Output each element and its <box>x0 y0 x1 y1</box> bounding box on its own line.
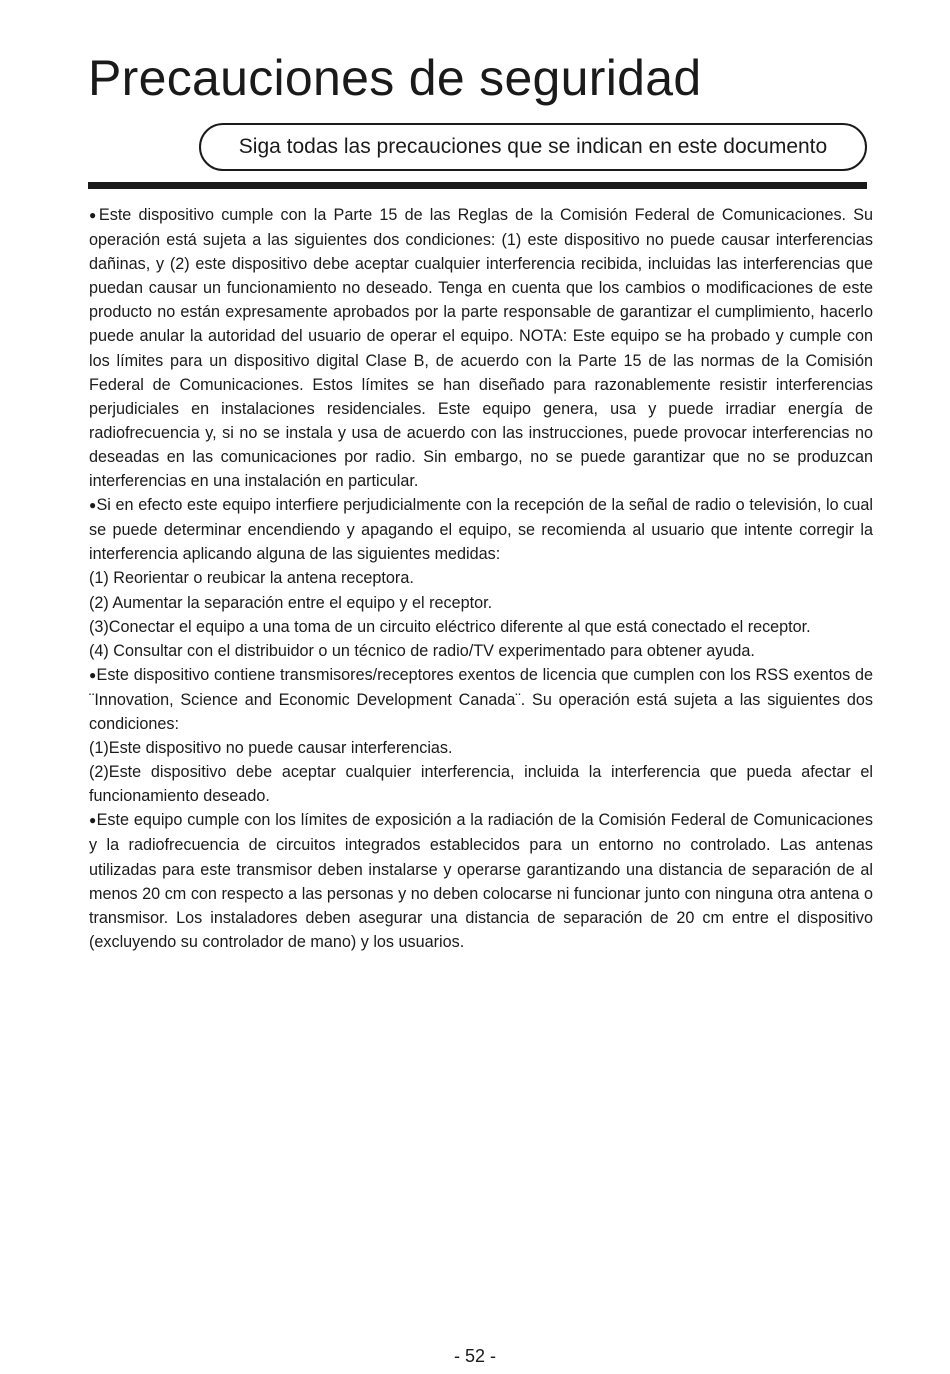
measure-item: (1) Reorientar o reubicar la antena receptora. <box>89 569 414 588</box>
body-text <box>89 203 873 954</box>
horizontal-rule <box>88 182 867 189</box>
paragraph-text: Si en efecto este equipo interfiere perjudicialmente con la recepción de la señal de radio o televisión, lo cual se puede determinar encendiendo y apagando el equipo, se recomienda al usuario que intente corregir la interferencia aplicando alguna de las siguientes medidas: <box>89 496 873 564</box>
measure-item: (3)Conectar el equipo a una toma de un circuito eléctrico diferente al que está conectado el receptor. <box>89 617 811 636</box>
paragraph-text: Este dispositivo cumple con la Parte 15 de las Reglas de la Comisión Federal de Comunicaciones. Su operación está sujeta a las siguientes dos condiciones: (1) este dispositivo no puede causar interferencias dañinas, y (2) este dispositivo debe aceptar cualquier interferencia recibida, incluidas las interferencias que puedan causar un funcionamiento no deseado. Tenga en cuenta que los cambios o modificaciones de este producto no están expresamente aprobados por la parte responsable de garantizar el cumplimiento, hacerlo puede anular la autoridad del usuario de operar el equipo. NOTA: Este equipo se ha probado y cumple con los límites para un dispositivo digital Clase B, de acuerdo con la Parte 15 de las normas de la Comisión Federal de Comunicaciones. Estos límites se han diseñado para razonablemente resistir interferencias perjudiciales en instalaciones residenciales. Este equipo genera, usa y puede irradiar energía de radiofrecuencia y, si no se instala y usa de acuerdo con las instrucciones, puede provocar interferencias no deseadas en las comunicaciones por radio. Sin embargo, no se puede garantizar que no se produzcan interferencias en una instalación en particular. <box>89 206 874 491</box>
interference-paragraph <box>89 493 873 566</box>
fcc-part15-paragraph <box>89 203 873 493</box>
measure-item: (2) Aumentar la separación entre el equipo y el receptor. <box>89 593 493 612</box>
paragraph-text: Este equipo cumple con los límites de exposición a la radiación de la Comisión Federal de Comunicaciones y la radiofrecuencia de circuitos integrados establecidos para un entorno no controlado. Las antenas utilizadas para este transmisor deben instalarse y operarse garantizando una distancia de separación de al menos 20 cm con respecto a las personas y no deben colocarse ni funcionar junto con ninguna otra antena o transmisor. Los instaladores deben asegurar una distancia de separación de 20 cm entre el dispositivo (excluyendo su controlador de mano) y los usuarios. <box>89 811 874 951</box>
bullet-icon <box>89 206 99 224</box>
bullet-icon <box>89 811 97 829</box>
condition-item: (2)Este dispositivo debe aceptar cualquier interferencia, incluida la interferencia que pueda afectar el funcionamiento deseado. <box>89 763 873 806</box>
page-number: - 52 - <box>453 1346 496 1366</box>
subtitle-text: Siga todas las precauciones que se indican en este documento <box>238 135 828 158</box>
condition-item: (1)Este dispositivo no puede causar interferencias. <box>89 739 453 758</box>
bullet-icon <box>89 496 96 514</box>
ised-canada-paragraph <box>89 663 873 736</box>
page-title: Precauciones de seguridad <box>88 50 702 106</box>
subtitle-banner <box>199 123 867 171</box>
rf-exposure-paragraph <box>89 808 873 954</box>
bullet-icon <box>89 666 97 684</box>
paragraph-text: Este dispositivo contiene transmisores/receptores exentos de licencia que cumplen con los RSS exentos de ¨Innovation, Science and Economic Development Canada¨. Su operación está sujeta a las siguientes dos condiciones: <box>89 665 874 733</box>
measure-item: (4) Consultar con el distribuidor o un técnico de radio/TV experimentado para obtener ayuda. <box>89 641 755 660</box>
